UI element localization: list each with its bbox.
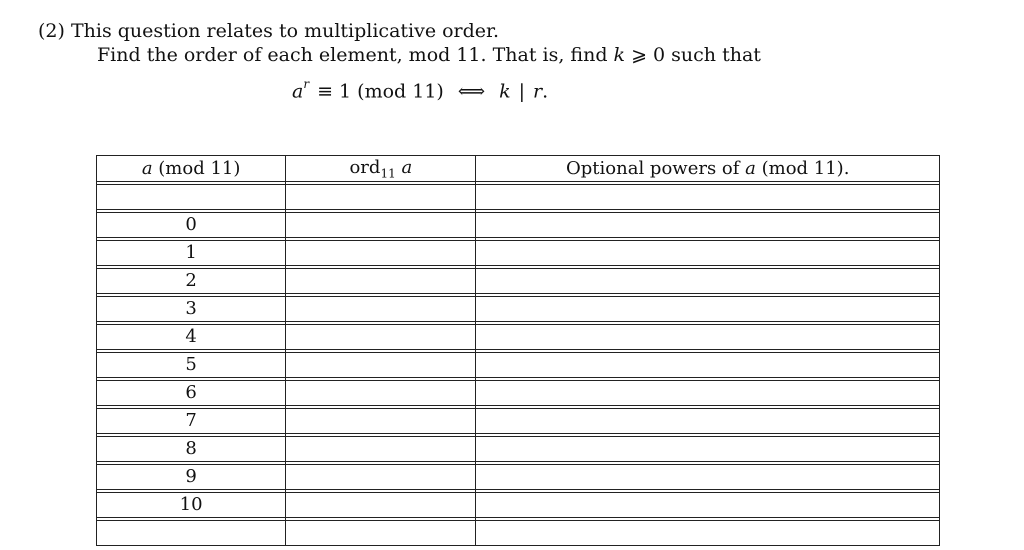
table-row [97,325,940,350]
table-row [97,437,940,462]
table-body [97,182,940,546]
cell-order-answer[interactable] [286,353,476,378]
table-row [97,353,940,378]
formula-exponent: r [303,77,310,91]
instruction-text-pre: Find the order of each element, mod 11. That is, find [97,44,614,66]
cell-order-answer[interactable] [286,269,476,294]
cell-order-answer[interactable] [286,437,476,462]
table-row [97,409,940,434]
cell-a-value: 10 [97,493,286,518]
formula-base: a [292,80,304,103]
question-instruction [97,44,761,66]
cell-a-value: 7 [97,409,286,434]
question-heading: (2) This question relates to multiplicative order. [38,20,500,42]
header-a-mod-11: a (mod 11) [97,156,286,182]
cell-blank [97,185,286,210]
cell-a-value: 8 [97,437,286,462]
formula-k: k [499,80,511,103]
formula-end: . [542,80,549,103]
cell-powers-answer[interactable] [476,465,940,490]
table-row-blank-top [97,185,940,210]
cell-a-value: 0 [97,213,286,238]
cell-powers-answer[interactable] [476,269,940,294]
cell-a-value: 4 [97,325,286,350]
cell-powers-answer[interactable] [476,325,940,350]
cell-a-value: 5 [97,353,286,378]
table-row [97,269,940,294]
cell-order-answer[interactable] [286,213,476,238]
cell-a-value: 1 [97,241,286,266]
cell-order-answer[interactable] [286,465,476,490]
cell-order-answer[interactable] [286,381,476,406]
table-row [97,213,940,238]
table-row [97,493,940,518]
formula-iff: ⟺ [457,80,486,103]
cell-powers-answer[interactable] [476,353,940,378]
order-formula [292,79,548,102]
cell-powers-answer[interactable] [476,213,940,238]
cell-powers-answer[interactable] [476,493,940,518]
cell-order-blank[interactable] [286,521,476,546]
formula-divides: | [518,80,525,103]
cell-powers-blank[interactable] [476,185,940,210]
table-row-blank-bottom [97,521,940,546]
instruction-text-post: ⩾ 0 such that [625,44,761,66]
formula-r: r [533,80,543,103]
cell-order-answer[interactable] [286,297,476,322]
cell-order-answer[interactable] [286,409,476,434]
instruction-var-k: k [613,44,626,66]
table-row [97,381,940,406]
table-row [97,297,940,322]
cell-blank [97,521,286,546]
cell-powers-answer[interactable] [476,437,940,462]
cell-powers-answer[interactable] [476,381,940,406]
cell-powers-answer[interactable] [476,409,940,434]
header-order: ord$_{11}$ a [286,156,476,182]
cell-powers-answer[interactable] [476,241,940,266]
cell-order-answer[interactable] [286,241,476,266]
cell-a-value: 3 [97,297,286,322]
cell-a-value: 6 [97,381,286,406]
table-row [97,241,940,266]
cell-order-answer[interactable] [286,493,476,518]
cell-a-value: 2 [97,269,286,294]
table-row [97,465,940,490]
table-header-row [97,156,940,182]
cell-powers-blank[interactable] [476,521,940,546]
order-table [96,155,940,546]
header-optional-powers: Optional powers of a (mod 11). [476,156,940,182]
cell-order-answer[interactable] [286,325,476,350]
cell-a-value: 9 [97,465,286,490]
cell-powers-answer[interactable] [476,297,940,322]
cell-order-blank[interactable] [286,185,476,210]
formula-congruence: ≡ 1 (mod 11) [317,80,444,103]
